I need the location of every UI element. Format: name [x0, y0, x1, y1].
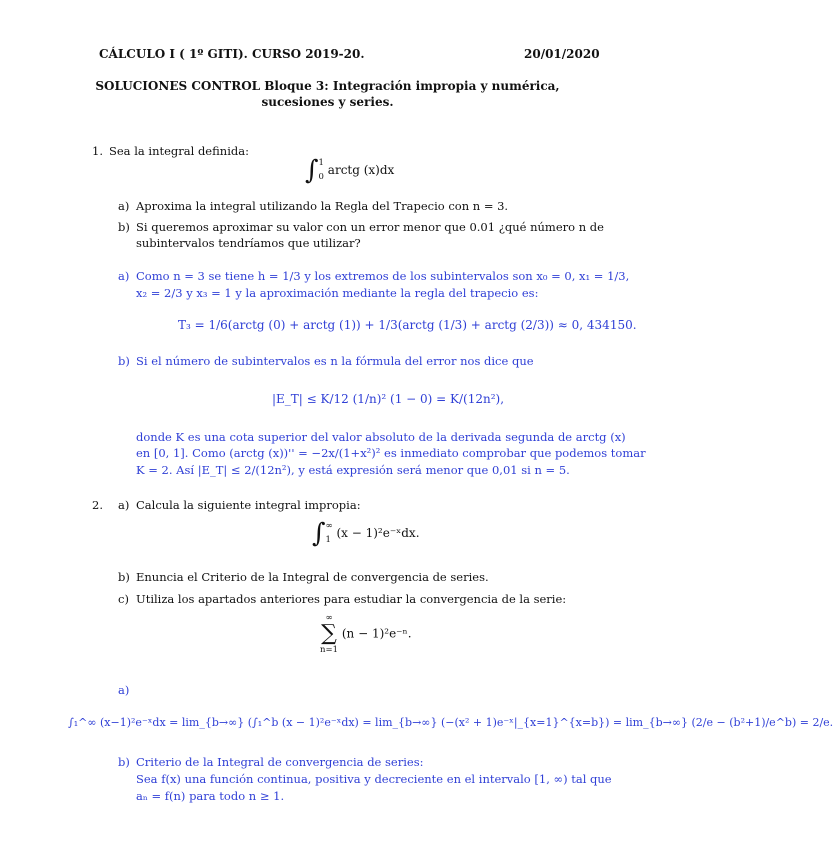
solution-1-a-label: a)	[118, 269, 130, 283]
problem-1-a-label: a)	[118, 199, 130, 213]
problem-2-b-text: Enuncia el Criterio de la Integral de convergencia de series.	[136, 570, 489, 584]
problem-1-b-text-2: subintervalos tendríamos que utilizar?	[136, 236, 361, 250]
solution-2-b-line-1: Criterio de la Integral de convergencia de series:	[136, 755, 424, 769]
problem-2-number: 2.	[92, 498, 103, 512]
solution-1-b-line-2: donde K es una cota superior del valor absoluto de la derivada segunda de arctg (x)	[136, 430, 626, 444]
problem-1-a-text: Aproxima la integral utilizando la Regla del Trapecio con n = 3.	[136, 199, 509, 213]
solution-1-a-line-1: Como n = 3 se tiene h = 1/3 y los extremos de los subintervalos son x₀ = 0, x₁ = 1/3,	[136, 269, 630, 283]
problem-2-c-label: c)	[118, 592, 129, 606]
date: 20/01/2020	[524, 47, 600, 61]
problem-2-a-text: Calcula la siguiente integral impropia:	[136, 498, 361, 512]
solution-1-b-line-1: Si el número de subintervalos es n la fórmula del error nos dice que	[136, 354, 534, 368]
title-line-1: SOLUCIONES CONTROL Bloque 3: Integración impropia y numérica,	[95, 79, 560, 93]
solution-2-a-equation: ∫₁^∞ (x−1)²e⁻ˣdx = lim_{b→∞} (∫₁^b (x − 1)²e⁻ˣdx) = lim_{b→∞} (−(x² + 1)e⁻ˣ|_{x=1}^{x=b}) = lim_{b→∞} (2/e − (b²+1)/e^b) = 2/e.	[68, 716, 833, 729]
solution-1-b-line-4: K = 2. Así |E_T| ≤ 2/(12n²), y está expresión será menor que 0,01 si n = 5.	[136, 463, 570, 477]
problem-1-integral: ∫ 1 0 arctg (x)dx	[305, 155, 395, 186]
problem-1-statement: Sea la integral definida:	[109, 144, 249, 158]
problem-2-series: ∞ ∑ n=1 (n − 1)²e⁻ⁿ.	[320, 613, 412, 655]
problem-2-b-label: b)	[118, 570, 130, 584]
solution-1-a-line-2: x₂ = 2/3 y x₃ = 1 y la aproximación mediante la regla del trapecio es:	[136, 286, 539, 300]
solution-2-b-line-3: aₙ = f(n) para todo n ≥ 1.	[136, 789, 285, 803]
problem-2-c-text: Utiliza los apartados anteriores para estudiar la convergencia de la serie:	[136, 592, 567, 606]
solution-1-b-line-3: en [0, 1]. Como (arctg (x))'' = −2x/(1+x²)² es inmediato comprobar que podemos tomar	[136, 446, 646, 460]
problem-2-a-label: a)	[118, 498, 130, 512]
solution-1-a-equation: T₃ = 1/6(arctg (0) + arctg (1)) + 1/3(arctg (1/3) + arctg (2/3)) ≈ 0, 434150.	[178, 318, 637, 332]
problem-1-number: 1.	[92, 144, 103, 158]
problem-2-integral: ∫ ∞ 1 (x − 1)²e⁻ˣdx.	[312, 518, 420, 549]
solution-1-b-label: b)	[118, 354, 130, 368]
course-header: CÁLCULO I ( 1º GITI). CURSO 2019-20.	[99, 47, 365, 61]
problem-1-b-label: b)	[118, 220, 130, 234]
solution-2-b-line-2: Sea f(x) una función continua, positiva y decreciente en el intervalo [1, ∞) tal que	[136, 772, 612, 786]
solution-2-b-label: b)	[118, 755, 130, 769]
solution-2-a-label: a)	[118, 683, 130, 697]
title-line-2: sucesiones y series.	[261, 95, 394, 109]
problem-1-b-text-1: Si queremos aproximar su valor con un error menor que 0.01 ¿qué número n de	[136, 220, 604, 234]
solution-1-b-equation: |E_T| ≤ K/12 (1/n)² (1 − 0) = K/(12n²),	[272, 392, 505, 406]
